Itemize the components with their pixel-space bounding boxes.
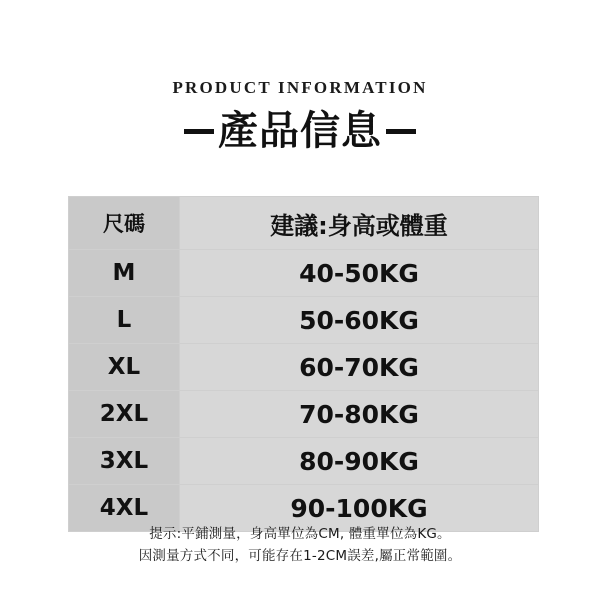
cell-value: 70-80KG [180,391,539,438]
note-line-2: 因測量方式不同，可能存在1-2CM誤差,屬正常範圍。 [138,548,462,564]
size-chart [68,196,532,532]
table-row [69,297,539,344]
cell-size: 4XL [69,485,180,532]
page-title-chinese-wrap [0,108,600,154]
title-dash-right-icon [386,129,416,134]
page-title-chinese: 產品信息 [218,108,382,154]
cell-value: 50-60KG [180,297,539,344]
cell-size: L [69,297,180,344]
cell-size: 2XL [69,391,180,438]
cell-size: M [69,250,180,297]
title-dash-left-icon [184,129,214,134]
table-row [69,438,539,485]
cell-size: 3XL [69,438,180,485]
page-title-english: PRODUCT INFORMATION [172,78,428,97]
page-header [0,0,600,154]
cell-value: 80-90KG [180,438,539,485]
cell-size: XL [69,344,180,391]
table-row [69,250,539,297]
note-line-1: 提示:平鋪測量，身高單位為CM, 體重單位為KG。 [149,526,451,542]
table-row [69,391,539,438]
cell-value: 40-50KG [180,250,539,297]
cell-value: 90-100KG [180,485,539,532]
table-row [69,344,539,391]
cell-value: 60-70KG [180,344,539,391]
column-header-recommend: 建議:身高或體重 [180,197,539,250]
measurement-notes [0,523,600,567]
column-header-size: 尺碼 [69,197,180,250]
table-header-row [69,197,539,250]
size-table [68,196,539,532]
